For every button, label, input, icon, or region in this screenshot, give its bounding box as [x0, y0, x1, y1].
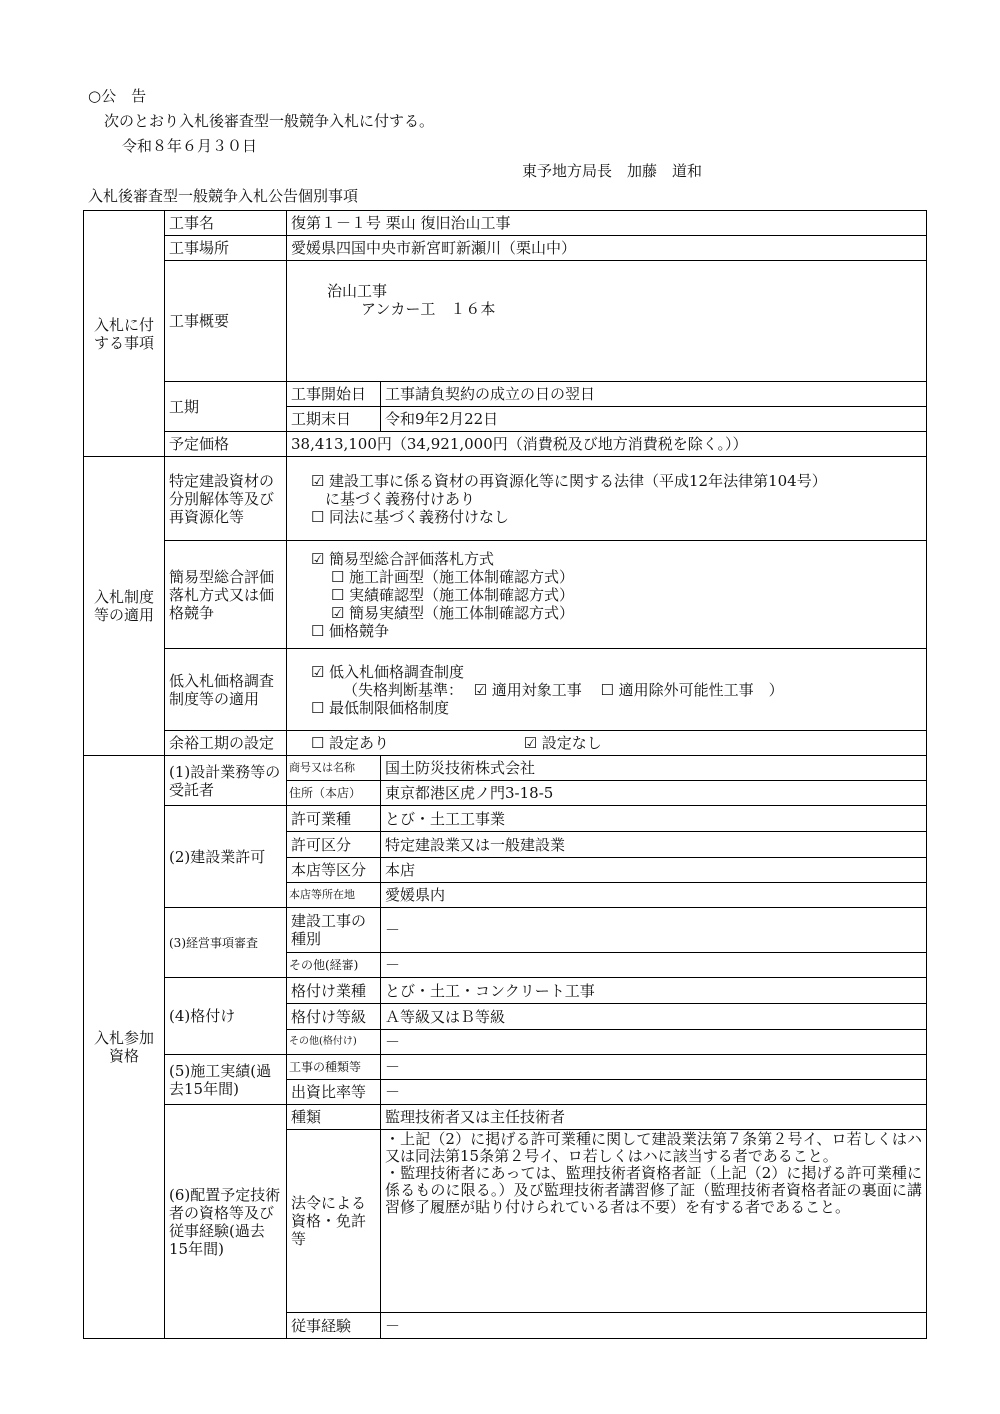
low-criteria-text2: 適用除外可能性工事 ） [618, 680, 784, 699]
bid-sub2-text: 実績確認型（施工体制確認方式） [349, 585, 575, 604]
rank-grade-value: Ａ等級又はＢ等級 [381, 1004, 927, 1030]
design-address-label: 住所（本店） [287, 781, 381, 806]
license-type-label: 許可業種 [287, 806, 381, 832]
bid-sub1-text: 施工計画型（施工体制確認方式） [349, 567, 575, 586]
low-bid-options [287, 649, 927, 731]
notice-issuer: 東予地方局長 加藤 道和 [522, 162, 703, 180]
start-date-value: 工事請負契約の成立の日の翌日 [381, 382, 927, 407]
notice-intro: 次のとおり入札後審査型一般競争入札に付する。 [104, 112, 435, 130]
notice-title: ○公 告 [88, 87, 147, 105]
engineer-law-paragraph1: ・上記（2）に掲げる許可業種に関して建設業法第７条第２号イ、ロ若しくはハ又は同法第15条第２号イ、ロ若しくはハに該当する者であること。 [385, 1130, 923, 1165]
design-name-value: 国土防災技術株式会社 [381, 756, 927, 781]
notice-date: 令和８年６月３０日 [122, 137, 258, 155]
audit-kind-label: 建設工事の種別 [287, 908, 381, 953]
low-criteria-checkbox1[interactable]: ☑ [473, 680, 488, 699]
bid-opt2-checkbox[interactable]: ☐ [311, 621, 325, 640]
record-kind-label: 工事の種類等 [287, 1055, 381, 1080]
record-kind-value: － [381, 1055, 927, 1080]
work-summary-line1: 治山工事 [327, 282, 388, 300]
section-bidding-items-label: 入札に付する事項 [84, 211, 165, 457]
spare-opt2-checkbox[interactable]: ☑ [523, 734, 538, 752]
engineer-kind-label: 種類 [287, 1105, 381, 1130]
engineer-experience-value: － [381, 1313, 927, 1339]
engineer-kind-value: 監理技術者又は主任技術者 [381, 1105, 927, 1130]
work-summary-value [287, 261, 927, 382]
notice-table [83, 210, 927, 1339]
start-date-label: 工事開始日 [287, 382, 381, 407]
record-ratio-value: － [381, 1080, 927, 1105]
bid-sub1-checkbox[interactable]: ☐ [331, 567, 345, 586]
audit-other-label: その他(経審) [287, 953, 381, 978]
rank-grade-label: 格付け等級 [287, 1004, 381, 1030]
engineer-law-label: 法令による資格・免許等 [287, 1130, 381, 1313]
period-label: 工期 [165, 382, 287, 432]
license-office-label: 本店等区分 [287, 858, 381, 883]
work-summary-label: 工事概要 [165, 261, 287, 382]
rank-other-value: － [381, 1030, 927, 1055]
license-type-value: とび・土工工事業 [381, 806, 927, 832]
recycle-opt1-cont: に基づく義務付けあり [325, 489, 476, 508]
audit-other-value: － [381, 953, 927, 978]
rank-other-label: その他(格付け) [287, 1030, 381, 1055]
table-title: 入札後審査型一般競争入札公告個別事項 [88, 187, 359, 205]
work-place-value: 愛媛県四国中央市新宮町新瀬川（栗山中） [287, 236, 927, 261]
recycle-options [287, 457, 927, 541]
recycle-opt2-checkbox[interactable]: ☐ [311, 507, 325, 526]
low-bid-label: 低入札価格調査制度等の適用 [165, 649, 287, 731]
bid-sub2-checkbox[interactable]: ☐ [331, 585, 345, 604]
bid-method-options [287, 541, 927, 649]
recycle-opt1-checkbox[interactable]: ☑ [311, 471, 325, 490]
rank-label: (4)格付け [165, 978, 287, 1055]
license-class-value: 特定建設業又は一般建設業 [381, 832, 927, 858]
low-opt1-text: 低入札価格調査制度 [329, 662, 465, 681]
bid-opt1-checkbox[interactable]: ☑ [311, 549, 325, 568]
license-class-label: 許可区分 [287, 832, 381, 858]
section-system-label: 入札制度等の適用 [84, 457, 165, 756]
work-summary-line2: アンカー工 １６本 [361, 300, 496, 318]
rank-type-label: 格付け業種 [287, 978, 381, 1004]
record-ratio-label: 出資比率等 [287, 1080, 381, 1105]
price-value: 38,413,100円（34,921,000円（消費税及び地方消費税を除く。）） [287, 432, 927, 457]
bid-opt2-text: 価格競争 [329, 621, 390, 640]
recycle-label: 特定建設資材の分別解体等及び再資源化等 [165, 457, 287, 541]
low-criteria-checkbox2[interactable]: ☐ [600, 680, 615, 699]
work-place-label: 工事場所 [165, 236, 287, 261]
work-name-label: 工事名 [165, 211, 287, 236]
low-criteria-text1: 適用対象工事 [491, 680, 582, 699]
license-office-value: 本店 [381, 858, 927, 883]
spare-period-label: 余裕工期の設定 [165, 731, 287, 756]
audit-kind-value: － [381, 908, 927, 953]
low-opt2-checkbox[interactable]: ☐ [311, 698, 325, 717]
bid-sub3-text: 簡易実績型（施工体制確認方式） [349, 603, 575, 622]
license-location-label: 本店等所在地 [287, 883, 381, 908]
rank-type-value: とび・土工・コンクリート工事 [381, 978, 927, 1004]
low-opt2-text: 最低制限価格制度 [329, 698, 450, 717]
spare-opt1-text: 設定あり [329, 734, 390, 752]
spare-opt1-checkbox[interactable]: ☐ [311, 734, 325, 752]
license-location-value: 愛媛県内 [381, 883, 927, 908]
section-qualification-label: 入札参加資格 [84, 756, 165, 1339]
low-criteria-prefix: （失格判断基準： [343, 680, 464, 699]
engineer-law-value [381, 1130, 927, 1313]
bid-method-label: 簡易型総合評価落札方式又は価格競争 [165, 541, 287, 649]
end-date-value: 令和9年2月22日 [381, 407, 927, 432]
bid-opt1-text: 簡易型総合評価落札方式 [329, 549, 495, 568]
design-address-value: 東京都港区虎ノ門3-18-5 [381, 781, 927, 806]
recycle-opt2-text: 同法に基づく義務付けなし [329, 507, 510, 526]
engineer-law-paragraph2: ・監理技術者にあっては、監理技術者資格者証（上記（2）に掲げる許可業種に係るものに限る。）及び監理技術者講習修了証（監理技術者資格者証の裏面に講習修了履歴が貼り付けられている者は不要）を有する者であること。 [385, 1164, 923, 1216]
engineer-label: (6)配置予定技術者の資格等及び従事経験(過去15年間) [165, 1105, 287, 1339]
spare-opt2-text: 設定なし [541, 734, 602, 752]
bid-sub3-checkbox[interactable]: ☑ [331, 603, 345, 622]
design-contractor-label: (1)設計業務等の受託者 [165, 756, 287, 806]
record-label: (5)施工実績(過去15年間) [165, 1055, 287, 1105]
license-label: (2)建設業許可 [165, 806, 287, 908]
audit-label: (3)経営事項審査 [165, 908, 287, 978]
design-name-label: 商号又は名称 [287, 756, 381, 781]
recycle-opt1-text: 建設工事に係る資材の再資源化等に関する法律（平成12年法律第104号） [329, 471, 827, 490]
engineer-experience-label: 従事経験 [287, 1313, 381, 1339]
spare-period-options [287, 731, 927, 756]
work-name-value: 復第１－１号 栗山 復旧治山工事 [287, 211, 927, 236]
price-label: 予定価格 [165, 432, 287, 457]
low-opt1-checkbox[interactable]: ☑ [311, 662, 325, 681]
end-date-label: 工期末日 [287, 407, 381, 432]
